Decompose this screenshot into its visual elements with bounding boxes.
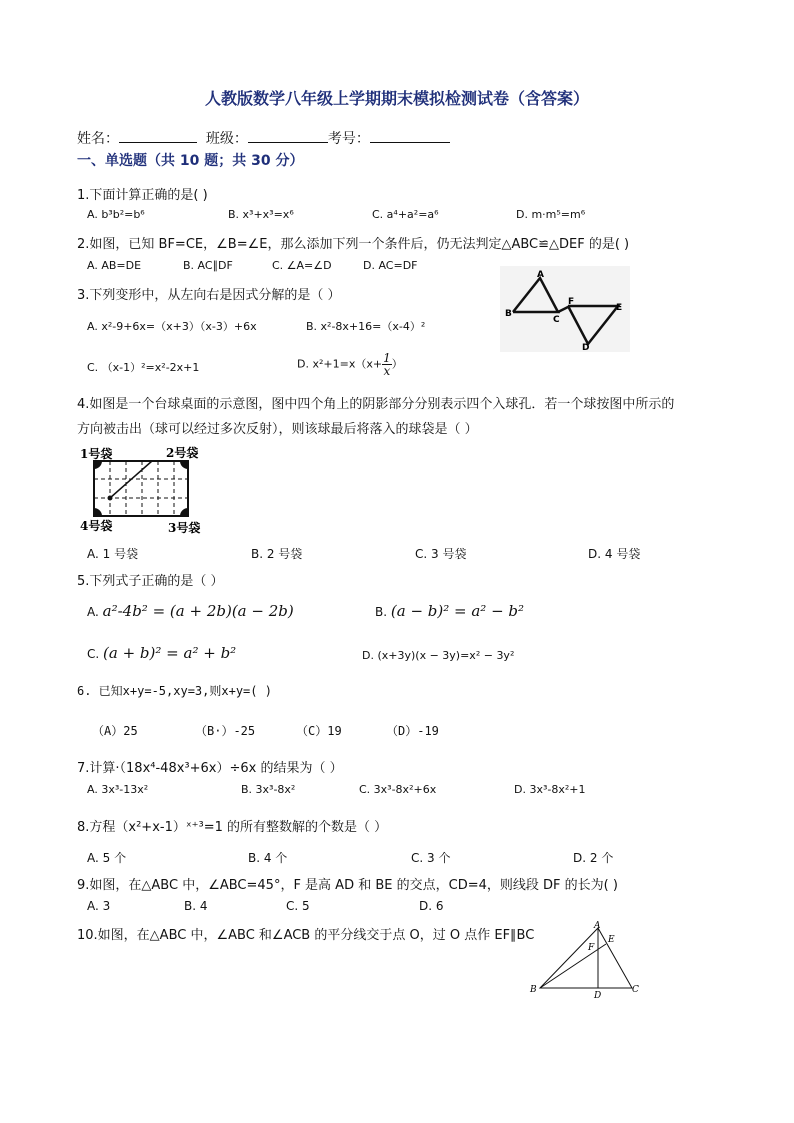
q6-option-c[interactable]: （C）19 bbox=[296, 724, 342, 738]
q10-stem: 10.如图，在△ABC 中，∠ABC 和∠ACB 的平分线交于点 O，过 O 点作 EF∥BC bbox=[77, 928, 535, 943]
q8-option-c[interactable]: C. 3 个 bbox=[411, 851, 451, 865]
fig3-label-f: F bbox=[588, 943, 595, 953]
ball-icon bbox=[108, 496, 113, 501]
q2-option-d[interactable]: D. AC=DF bbox=[363, 259, 418, 272]
q9-option-b[interactable]: B. 4 bbox=[184, 899, 208, 913]
q3-option-d[interactable] bbox=[297, 352, 403, 377]
q7-option-b[interactable]: B. 3x³-8x² bbox=[241, 783, 296, 796]
name-label: 姓名： bbox=[77, 131, 119, 147]
q9-option-a[interactable]: A. 3 bbox=[87, 899, 111, 913]
student-info-line bbox=[77, 128, 450, 148]
pocket-1-label: 1号袋 bbox=[80, 447, 113, 461]
q7-stem: 7.计算·（18x⁴-48x³+6x）÷6x 的结果为（ ） bbox=[77, 761, 343, 776]
q5-c-expression: (a + b)² = a² + b² bbox=[103, 644, 237, 662]
q3-d-numerator: 1 bbox=[383, 351, 391, 365]
q5-option-c[interactable] bbox=[87, 644, 236, 662]
fig1-label-c: C bbox=[553, 315, 560, 325]
q5-b-label: B. bbox=[375, 605, 388, 619]
section-heading: 一、单选题（共 10 题；共 30 分） bbox=[77, 153, 304, 169]
q7-option-a[interactable]: A. 3x³-13x² bbox=[87, 783, 149, 796]
q4-option-a[interactable]: A. 1 号袋 bbox=[87, 547, 139, 561]
q5-a-expression: a²-4b² = (a + 2b)(a − 2b) bbox=[102, 602, 294, 620]
q5-stem: 5.下列式子正确的是（ ） bbox=[77, 574, 224, 589]
fig1-label-a: A bbox=[537, 270, 544, 280]
q8-stem: 8.方程（x²+x-1）ˣ⁺³=1 的所有整数解的个数是（ ） bbox=[77, 820, 388, 835]
triangle-figure-abc bbox=[528, 920, 644, 1002]
page-title: 人教版数学八年级上学期期末模拟检测试卷（含答案） bbox=[204, 89, 589, 108]
q9-option-c[interactable]: C. 5 bbox=[286, 899, 310, 913]
q3-d-fraction bbox=[382, 352, 392, 377]
class-blank[interactable] bbox=[248, 128, 328, 143]
q3-d-suffix: ） bbox=[391, 357, 403, 371]
q5-option-a[interactable] bbox=[87, 602, 294, 620]
pocket-4-label: 4号袋 bbox=[80, 519, 113, 533]
q5-option-b[interactable] bbox=[375, 602, 524, 620]
fig3-label-a: A bbox=[594, 921, 601, 931]
q3-option-c[interactable]: C. （x-1）²=x²-2x+1 bbox=[87, 361, 200, 374]
q9-option-d[interactable]: D. 6 bbox=[419, 899, 444, 913]
billiard-table-figure bbox=[78, 444, 214, 540]
q1-option-b[interactable]: B. x³+x³=x⁶ bbox=[228, 208, 294, 221]
q3-d-prefix: D. x²+1=x（x+ bbox=[297, 357, 383, 371]
q8-option-b[interactable]: B. 4 个 bbox=[248, 851, 288, 865]
q6-option-d[interactable]: （D）-19 bbox=[386, 724, 439, 738]
q8-option-d[interactable]: D. 2 个 bbox=[573, 851, 614, 865]
q7-option-d[interactable]: D. 3x³-8x²+1 bbox=[514, 783, 586, 796]
triangle-figure-1 bbox=[500, 266, 630, 352]
class-label: 班级： bbox=[205, 131, 248, 147]
q2-option-a[interactable]: A. AB=DE bbox=[87, 259, 142, 272]
q6-option-b[interactable]: （B·）-25 bbox=[195, 724, 256, 738]
q3-d-denominator: x bbox=[383, 364, 391, 378]
q4-option-c[interactable]: C. 3 号袋 bbox=[415, 547, 467, 561]
fig3-label-b: B bbox=[530, 985, 537, 995]
q6-option-a[interactable]: （A）25 bbox=[92, 724, 138, 738]
q8-option-a[interactable]: A. 5 个 bbox=[87, 851, 127, 865]
pocket-2-label: 2号袋 bbox=[166, 446, 199, 460]
q4-stem-line2: 方向被击出（球可以经过多次反射），则该球最后将落入的球袋是（ ） bbox=[77, 422, 478, 437]
q6-stem: 6. 已知x+y=-5,xy=3,则x+y=( ) bbox=[77, 684, 272, 698]
fig1-label-d: D bbox=[582, 343, 590, 352]
name-blank[interactable] bbox=[119, 128, 197, 143]
fig3-label-d: D bbox=[594, 991, 602, 1001]
q1-stem: 1.下面计算正确的是( ) bbox=[77, 188, 208, 203]
q5-b-expression: (a − b)² = a² − b² bbox=[390, 602, 525, 620]
fig1-label-f: F bbox=[568, 297, 575, 307]
q5-c-label: C. bbox=[87, 647, 100, 661]
q4-stem-line1: 4.如图是一个台球桌面的示意图，图中四个角上的阴影部分分别表示四个入球孔．若一个球按图中所示的 bbox=[77, 397, 675, 412]
q9-stem: 9.如图，在△ABC 中，∠ABC=45°，F 是高 AD 和 BE 的交点，CD=4，则线段 DF 的长为( ) bbox=[77, 878, 618, 893]
fig3-label-e: E bbox=[608, 935, 615, 945]
q2-stem: 2.如图，已知 BF=CE，∠B=∠E，那么添加下列一个条件后，仍无法判定△ABC≌△DEF 的是( ) bbox=[77, 237, 630, 252]
number-blank[interactable] bbox=[370, 128, 450, 143]
q2-option-b[interactable]: B. AC∥DF bbox=[183, 259, 233, 272]
q5-a-label: A. bbox=[87, 605, 99, 619]
fig3-label-c: C bbox=[632, 985, 639, 995]
fig3-altitude-be bbox=[540, 944, 606, 988]
q2-option-c[interactable]: C. ∠A=∠D bbox=[272, 259, 332, 272]
fig1-label-b: B bbox=[505, 309, 512, 319]
pocket-3-label: 3号袋 bbox=[168, 521, 201, 535]
q4-option-b[interactable]: B. 2 号袋 bbox=[251, 547, 303, 561]
q3-option-a[interactable]: A. x²-9+6x=（x+3）（x-3）+6x bbox=[87, 320, 257, 333]
fig1-label-e: E bbox=[616, 303, 623, 313]
q1-option-c[interactable]: C. a⁴+a²=a⁶ bbox=[372, 208, 439, 221]
q5-option-d[interactable]: D. (x+3y)(x − 3y)=x² − 3y² bbox=[362, 649, 515, 662]
q4-option-d[interactable]: D. 4 号袋 bbox=[588, 547, 641, 561]
number-label: 考号： bbox=[327, 131, 370, 147]
q3-stem: 3.下列变形中，从左向右是因式分解的是（ ） bbox=[77, 288, 341, 303]
q1-option-a[interactable]: A. b³b²=b⁶ bbox=[87, 208, 145, 221]
q3-option-b[interactable]: B. x²-8x+16=（x-4）² bbox=[306, 320, 426, 333]
q1-option-d[interactable]: D. m·m⁵=m⁶ bbox=[516, 208, 586, 221]
q7-option-c[interactable]: C. 3x³-8x²+6x bbox=[359, 783, 437, 796]
